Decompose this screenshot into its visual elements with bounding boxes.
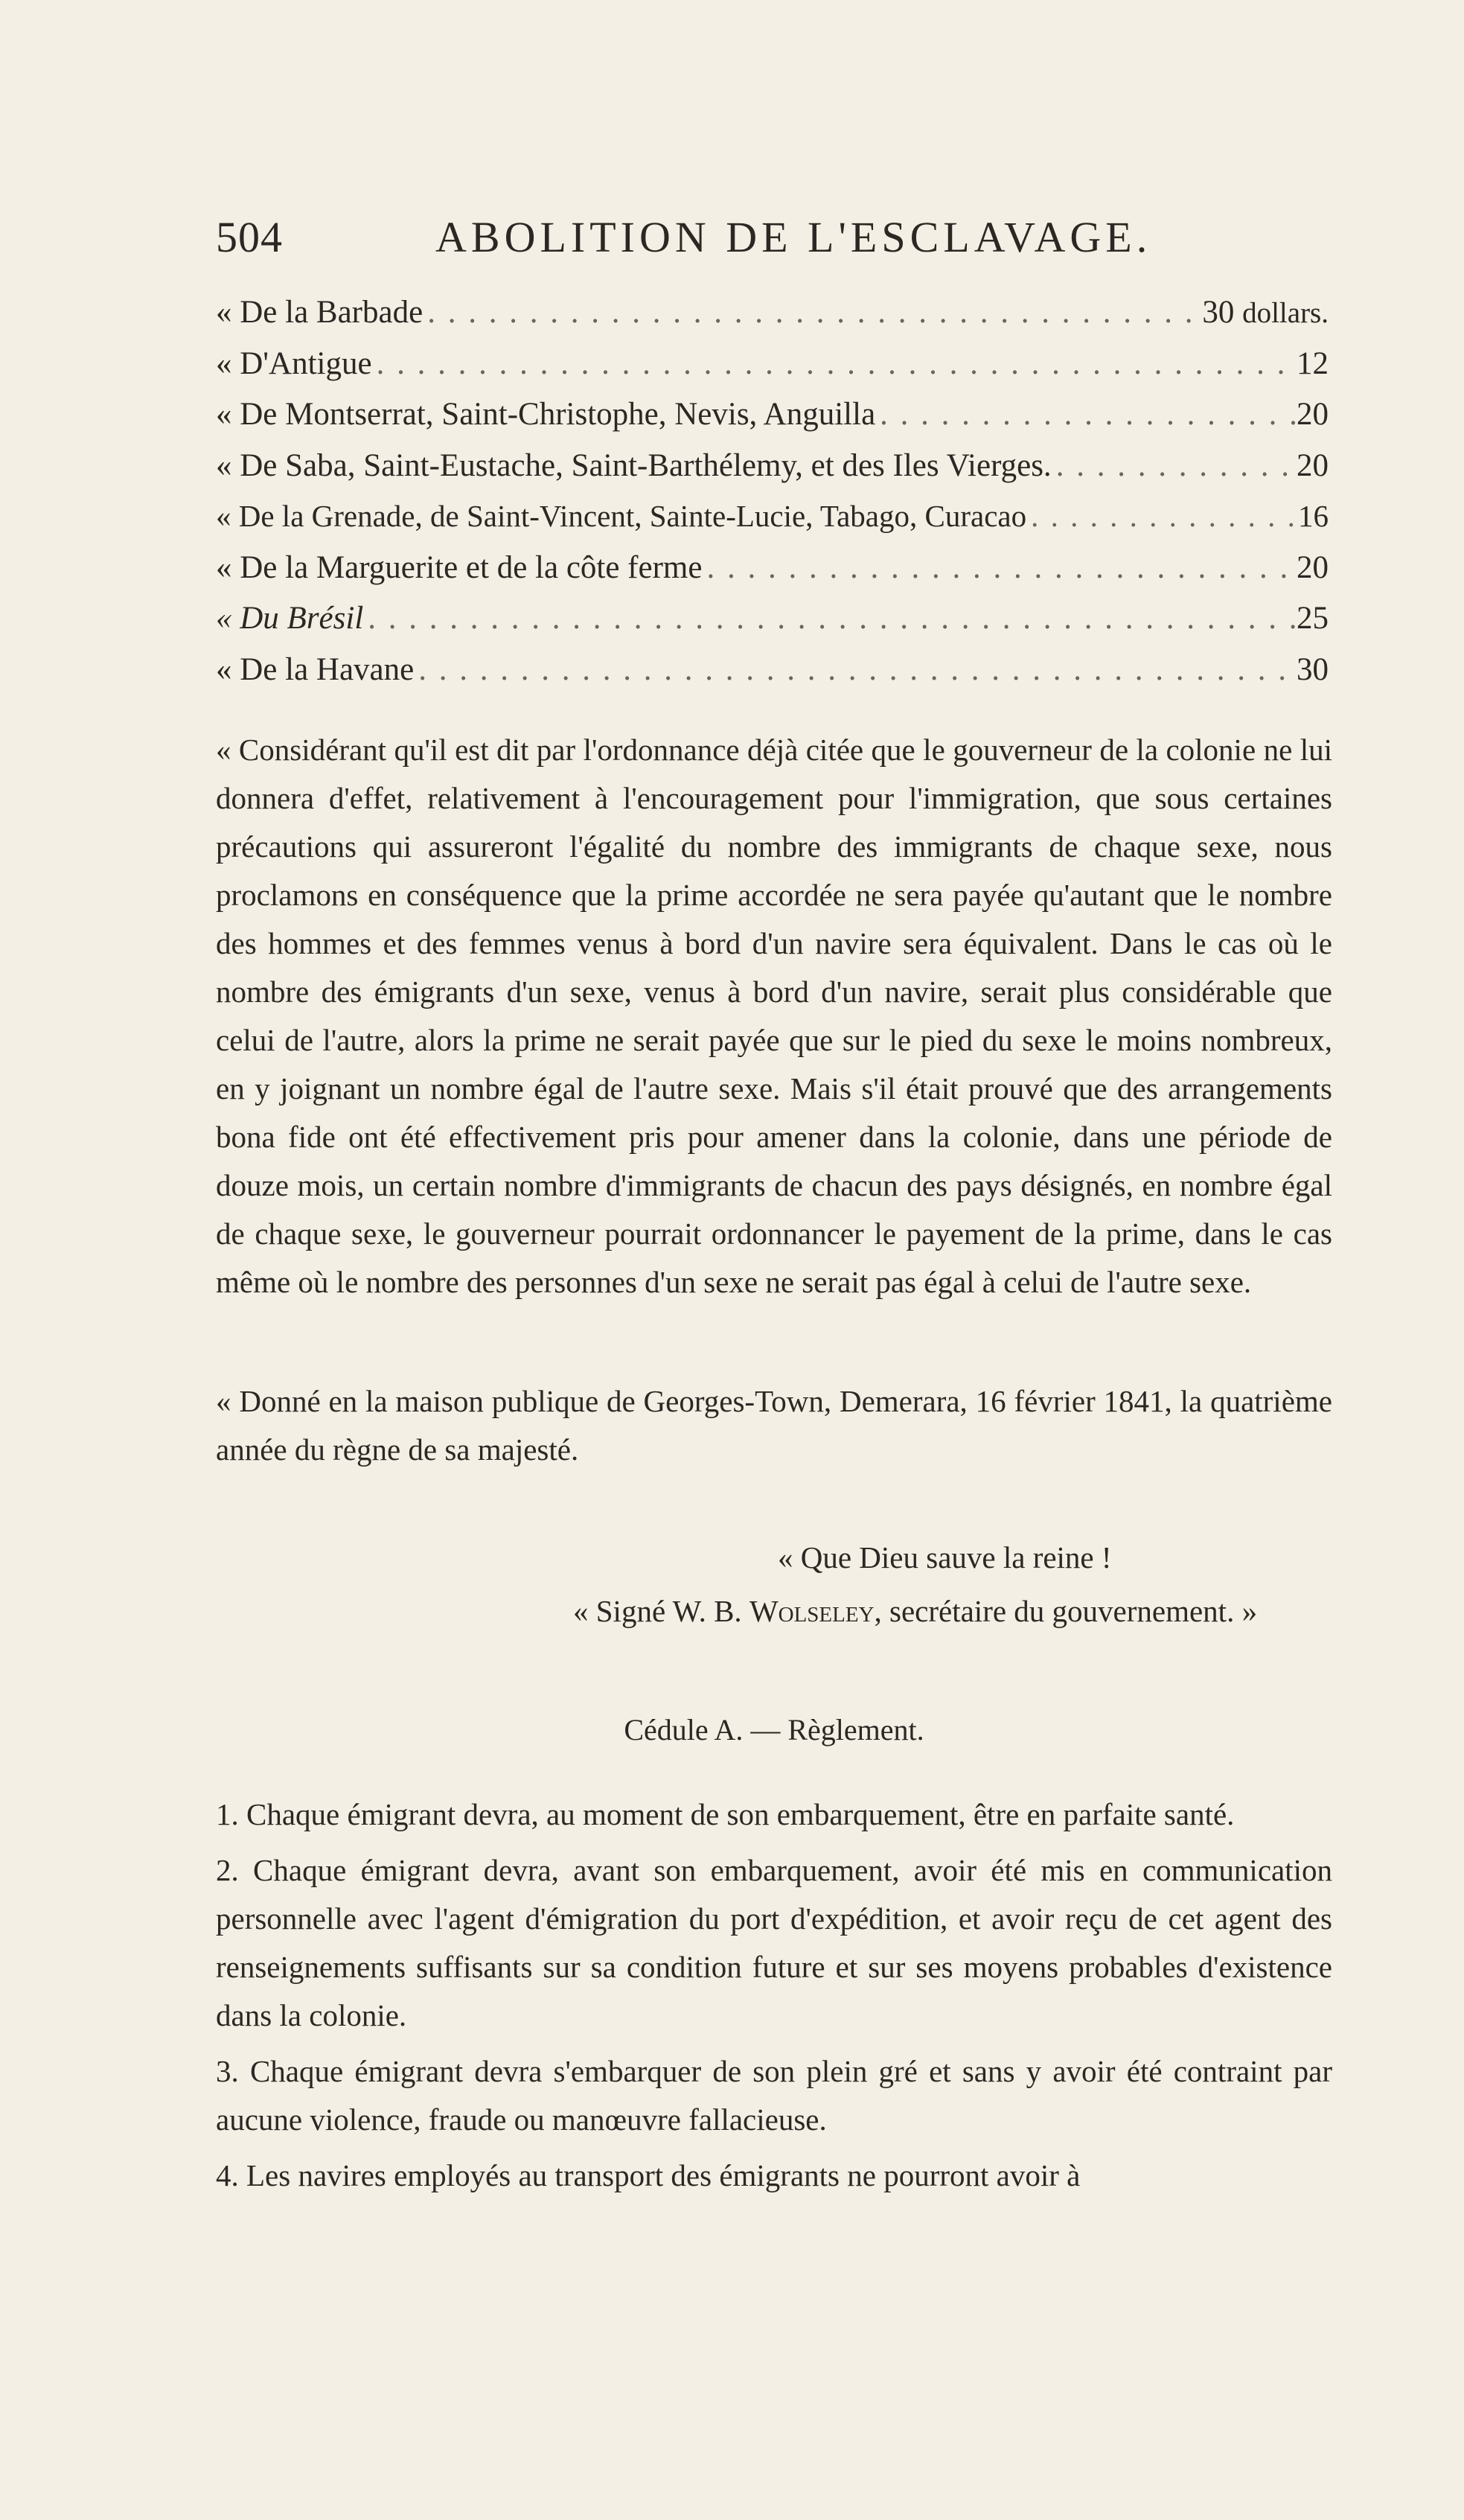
dot-leader [363,600,1297,637]
tariff-place: « Du Brésil [216,601,364,636]
dot-leader [414,651,1297,688]
tariff-place: « De la Barbade [216,295,423,330]
tariff-row [216,549,1329,601]
tariff-place: « De Saba, Saint-Eustache, Saint-Barthélemy, et des Iles Vierges. [216,447,1052,483]
tariff-amount: 30 [1297,651,1329,687]
tariff-place: « De la Marguerite et de la côte ferme [216,549,703,585]
tariff-amount: 30 dollars. [1202,295,1329,330]
page-header [216,212,1332,272]
tariff-row [216,498,1329,549]
signatory-name: Wolseley [749,1594,875,1628]
tariff-place: « D'Antigue [216,345,372,381]
tariff-amount: 20 [1297,549,1329,585]
dot-leader [423,294,1202,331]
tariff-amount: 20 [1297,447,1329,483]
tariff-row [216,600,1329,651]
tariff-row [216,294,1329,345]
running-title: ABOLITION DE L'ESCLAVAGE. [435,213,1152,261]
tariff-amount: 16 [1298,499,1329,533]
rule-item: 4. Les navires employés au transport des émigrants ne pourront avoir à [216,2158,1081,2192]
tariff-place: « De la Grenade, de Saint-Vincent, Sainte-Lucie, Tabago, Curacao [216,499,1027,533]
tariff-row [216,651,1329,703]
signature-prefix: « Signé W. B. [573,1594,749,1628]
tariff-place: « De Montserrat, Saint-Christophe, Nevis, Anguilla [216,397,876,432]
schedule-heading: Cédule A. — Règlement. [624,1713,924,1747]
dot-leader [1052,447,1297,484]
tariff-row [216,396,1329,447]
tariff-row [216,447,1329,499]
rules-list [216,1790,1332,2207]
given-paragraph [216,1377,1332,1474]
tariff-amount: 12 [1297,345,1329,381]
rule-item: 1. Chaque émigrant devra, au moment de son embarquement, être en parfaite santé. [216,1797,1235,1831]
prayer-line: « Que Dieu sauve la reine ! [778,1540,1112,1575]
rule-item: 3. Chaque émigrant devra s'embarquer de son plein gré et sans y avoir été contraint par aucune violence, fraude ou manœuvre fallacieuse. [216,2054,1332,2137]
tariff-unit: dollars. [1242,297,1329,329]
tariff-amount: 25 [1297,601,1329,636]
signature-suffix: , secrétaire du gouvernement. » [874,1594,1258,1628]
bounty-tariff-list [216,294,1329,702]
page-number: 504 [216,213,283,261]
tariff-place: « De la Havane [216,651,415,687]
signature-line [573,1593,1257,1629]
dot-leader [702,549,1297,586]
considering-text: « Considérant qu'il est dit par l'ordonnance déjà citée que le gouverneur de la colonie ne lui donnera d'effet, relativement à l'encouragement pour l'immigration, que sous certaines précautions qui assureront l'égalité du nombre des immigrants de chaque sexe, nous proclamons en conséquence que la prime accordée ne sera payée qu'autant que le nombre des hommes et des femmes venus à bord d'un navire sera équivalent. Dans le cas où le nombre des émigrants d'un sexe, venus à bord d'un navire, serait plus considérable que celui de l'autre, alors la prime ne serait payée que sur le pied du sexe le moins nombreux, en y joignant un nombre égal de l'autre sexe. Mais s'il était prouvé que des arrangements bona fide ont été effectivement pris pour amener dans la colonie, dans une période de douze mois, un certain nombre d'immigrants de chacun des pays désignés, en nombre égal de chaque sexe, le gouverneur pourrait ordonnancer le payement de la prime, dans le cas même où le nombre des personnes d'un sexe ne serait pas égal à celui de l'autre sexe. [216,733,1332,1299]
tariff-row [216,345,1329,397]
dot-leader [1026,498,1298,534]
dot-leader [372,345,1297,382]
rule-item: 2. Chaque émigrant devra, avant son embarquement, avoir été mis en communication personnelle avec l'agent d'émigration du port d'expédition, et avoir reçu de cet agent des renseignements suffisants sur sa condition future et sur ses moyens probables d'existence dans la colonie. [216,1853,1332,2032]
tariff-amount: 20 [1297,397,1329,432]
given-text: « Donné en la maison publique de Georges-Town, Demerara, 16 février 1841, la quatrième année du règne de sa majesté. [216,1384,1332,1467]
dot-leader [875,396,1297,433]
considering-paragraph [216,726,1332,1396]
